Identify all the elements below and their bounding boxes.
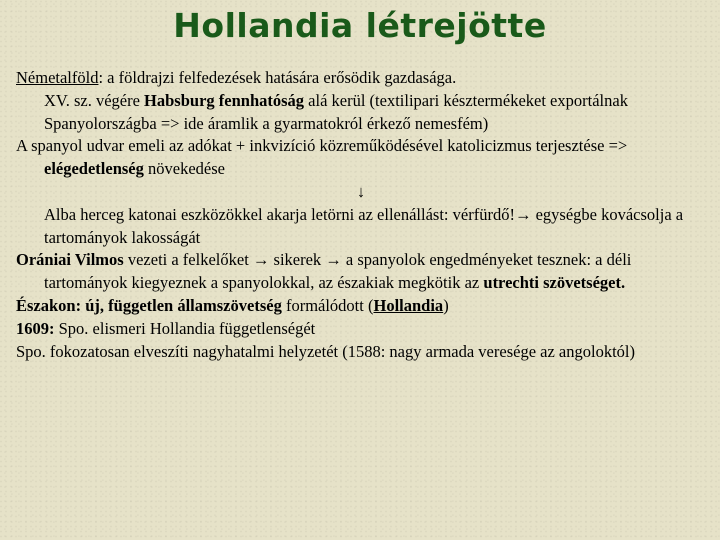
paragraph-spanish-court — [16, 135, 706, 181]
paragraph-north — [16, 295, 706, 318]
term-william: Orániai Vilmos — [16, 250, 124, 270]
text: vezeti a felkelőket → sikerek → a spanyolok engedményeket tesznek: a déli tartományok kiegyeznek a spanyolokkal, az északiak megkötik az — [44, 250, 632, 293]
down-arrow: ↓ — [356, 181, 366, 201]
text: alá kerül (textilipari késztermékeket exportálnak Spanyolországba => ide áramlik a gyarmatokról érkező nemesfém) — [44, 90, 628, 133]
paragraph-william-of-orange — [16, 249, 706, 295]
term-utrecht: utrechti szövetséget. — [483, 273, 626, 293]
term-hollandia: Hollandia — [373, 295, 444, 315]
year-1609: 1609: — [16, 318, 55, 338]
text: : a földrajzi felfedezések hatására erősödik gazdasága. — [98, 68, 457, 87]
paragraph-habsburg — [16, 90, 706, 136]
term-nemetalfold: Németalföld — [16, 68, 99, 87]
paragraph-netherlands — [16, 67, 706, 90]
text: formálódott ( — [281, 295, 374, 315]
paragraph-1609 — [16, 318, 706, 341]
term-north: Északon: új, független államszövetség — [16, 295, 282, 315]
paragraph-decline: Spo. fokozatosan elveszíti nagyhatalmi helyzetét (1588: nagy armada veresége az angoloktól) — [16, 341, 635, 361]
text: növekedése — [143, 159, 225, 179]
text: A spanyol udvar emeli az adókat + inkvizíció közreműködésével katolicizmus terjesztése => — [16, 136, 628, 156]
text: XV. sz. végére — [44, 90, 145, 110]
slide-body — [16, 67, 706, 363]
text: ) — [443, 295, 449, 315]
paragraph-alba: Alba herceg katonai eszközökkel akarja letörni az ellenállást: vérfürdő!→ egységbe kovácsolja a tartományok lakosságát — [44, 204, 684, 247]
term-discontent: elégedetlenség — [44, 159, 144, 179]
text: Spo. elismeri Hollandia függetlenségét — [54, 318, 316, 338]
term-habsburg: Habsburg fennhatóság — [144, 90, 305, 110]
slide-title: Hollandia létrejötte — [173, 6, 547, 45]
